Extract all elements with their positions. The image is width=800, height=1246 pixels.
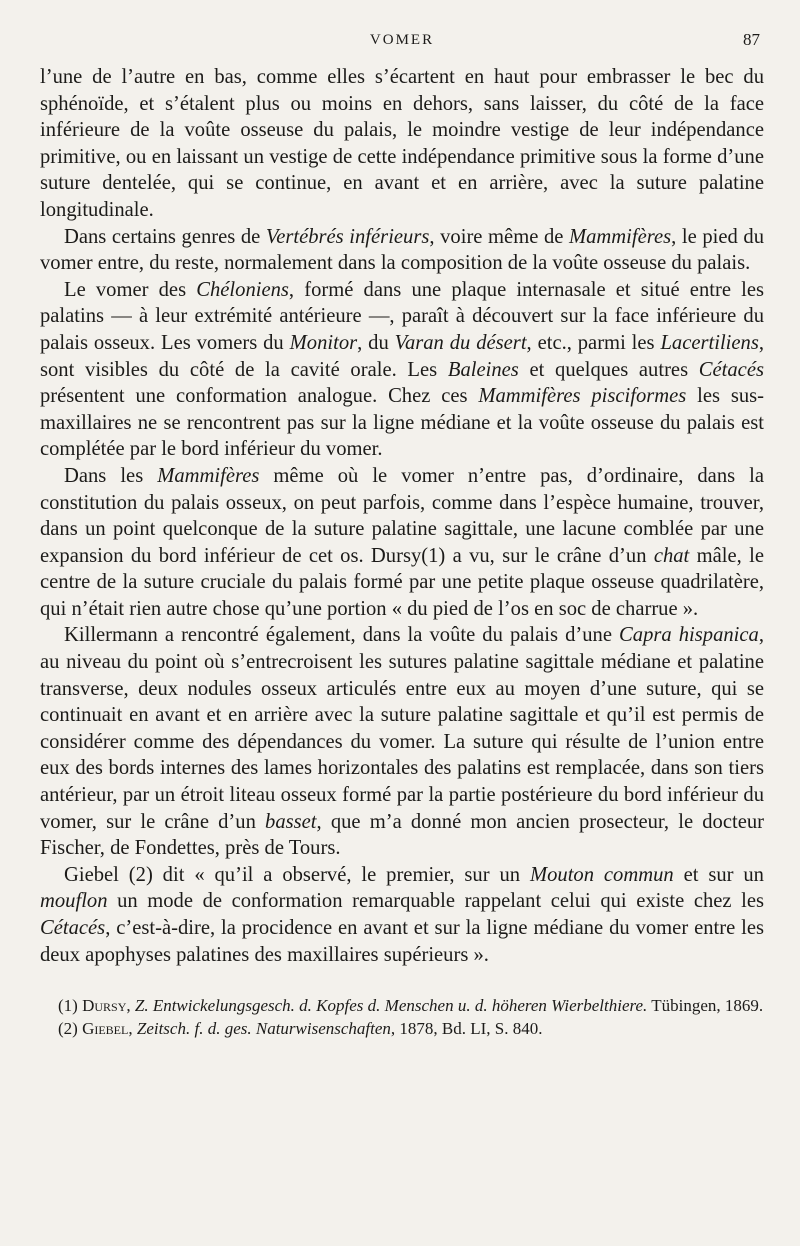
- italic-text: chat: [653, 544, 690, 567]
- text-run: et quelques autres: [518, 358, 699, 381]
- text-run: les sus-maxillaires ne se rencontrent pas sur la ligne médiane et la voûte osseuse du palais est complétée par le bord inférieur du vomer.: [40, 385, 764, 461]
- text-run: présentent une conformation analogue. Chez ces: [40, 385, 479, 408]
- italic-text: mouflon: [40, 890, 108, 913]
- body-text: [40, 64, 764, 968]
- italic-text: Vertébrés inférieurs: [265, 225, 430, 248]
- paragraph: [40, 277, 764, 463]
- italic-text: Capra hispanica: [619, 624, 759, 647]
- paragraph: [40, 64, 764, 224]
- text-run: mâle, le centre de la suture cruciale du palais formé par une petite plaque osseuse quadrilatère, qui n’était rien autre chose qu’une portion « du pied de l’os en soc de charrue ».: [40, 544, 764, 620]
- running-title: VOMER: [369, 32, 435, 48]
- text-run: un mode de conformation remarquable rappelant celui qui existe chez les: [107, 890, 764, 913]
- italic-text: Mammifères: [568, 225, 672, 248]
- paragraph: [40, 862, 764, 968]
- text-run: Le vomer des: [64, 278, 197, 301]
- text-run: Killermann a rencontré également, dans la voûte du palais d’une: [64, 624, 620, 647]
- italic-text: Mouton commun: [529, 863, 674, 886]
- paragraph: [40, 224, 764, 277]
- paragraph: [40, 463, 764, 623]
- text-run: Dans certains genres de: [64, 225, 266, 248]
- text-run: Dans les: [64, 464, 158, 487]
- italic-text: Varan du désert: [394, 331, 527, 354]
- text-run: l’une de l’autre en bas, comme elles s’écartent en haut pour embrasser le bec du sphénoïde, et s’étalent plus ou moins en dehors, sans laisser, du côté de la face inférieure de la voûte osseuse du palais, le moindre vestige de leur indépendance primitive, ou en laissant un vestige de cette indépendance primitive sous la forme d’une suture dentelée, qui se continue, en avant et en arrière, avec la suture palatine longitudinale.: [40, 66, 764, 221]
- text-run: et sur un: [673, 863, 764, 886]
- footnote: [40, 994, 764, 1017]
- italic-text: Zeitsch. f. d. ges. Naturwisenschaften: [136, 1019, 391, 1039]
- text-run: , que m’a donné mon ancien prosecteur, le docteur Fischer, de Fondettes, près de Tours.: [40, 810, 764, 860]
- italic-text: Cétacés: [698, 358, 764, 381]
- italic-text: Mammifères pisciformes: [478, 385, 687, 408]
- italic-text: Baleines: [447, 358, 519, 381]
- italic-text: Lacertiliens: [660, 331, 759, 354]
- text-run: (1): [58, 996, 83, 1016]
- text-run: , 1878, Bd. LI, S. 840.: [390, 1019, 543, 1039]
- text-run: , voire même de: [429, 225, 569, 248]
- text-run: , formé dans une plaque internasale et situé entre les palatins — à leur extrémité antérieure —, paraît à découvert sur la face inférieure du palais osseux. Les vomers du: [40, 278, 764, 354]
- text-run: , du: [357, 331, 395, 354]
- text-run: , sont visibles du côté de la cavité orale. Les: [40, 331, 764, 381]
- text-run: Giebel (2) dit « qu’il a observé, le premier, sur un: [64, 863, 530, 886]
- paragraph: [40, 622, 764, 861]
- text-run: Tübingen, 1869.: [647, 996, 764, 1016]
- author-name: Giebel: [82, 1019, 129, 1039]
- footnotes: [40, 994, 764, 1040]
- footnote: [40, 1017, 764, 1040]
- italic-text: Cétacés: [40, 917, 106, 939]
- italic-text: Z. Entwickelungsgesch. d. Kopfes d. Menschen u. d. höheren Wierbelthiere.: [134, 996, 648, 1016]
- text-run: (2): [58, 1019, 83, 1039]
- italic-text: Mammifères: [157, 464, 260, 487]
- page-number: 87: [743, 30, 760, 49]
- text-run: , c’est-à-dire, la procidence en avant et sur la ligne médiane du vomer entre les deux apophyses palatines des maxillaires supérieurs ».: [40, 917, 764, 966]
- text-run: même où le vomer n’entre pas, d’ordinaire, dans la constitution du palais osseux, on peut parfois, comme dans l’espèce humaine, trouver, dans un point quelconque de la suture palatine sagittale, une lacune comblée par une expansion du bord inférieur de cet os. Dursy(1) a vu, sur le crâne d’un: [40, 464, 764, 567]
- text-run: ,: [128, 1019, 137, 1039]
- text-run: , au niveau du point où s’entrecroisent les sutures palatine sagittale médiane et palatine transverse, deux nodules osseux articulés entre eux au moyen d’une suture, qui se continuait en avant et en arrière avec la suture palatine sagittale et qu’il est permis de considérer comme des dépendances du vomer. La suture qui résulte de l’union entre eux des bords internes des lames horizontales des palatins est remplacée, dans son tiers antérieur, par un étroit liteau osseux formé par la partie postérieure du bord inférieur du vomer, sur le crâne d’un: [40, 624, 764, 833]
- running-head: [40, 28, 764, 54]
- italic-text: basset: [265, 810, 317, 833]
- text-run: , le pied du vomer entre, du reste, normalement dans la composition de la voûte osseuse du palais.: [40, 225, 765, 275]
- text-run: , etc., parmi les: [526, 331, 661, 354]
- text-run: ,: [126, 996, 135, 1016]
- author-name: Dursy: [82, 996, 127, 1016]
- italic-text: Monitor: [289, 331, 358, 354]
- italic-text: Chéloniens: [196, 278, 289, 301]
